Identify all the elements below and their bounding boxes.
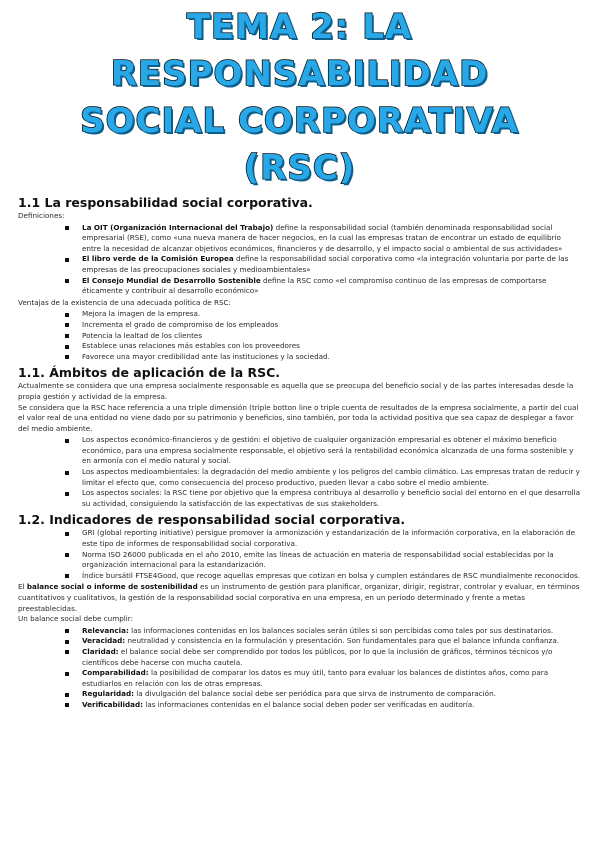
criterio-item [82,700,581,711]
list-item: Potencia la lealtad de los clientes [82,331,581,342]
list-item: Establece unas relaciones más estables con los proveedores [82,341,581,352]
definition-item [82,276,581,297]
criterio-text: neutralidad y consistencia en la formulación y presentación. Son fundamentales para que el balance infunda confianza. [125,636,560,646]
paragraph: Se considera que la RSC hace referencia a una triple dimensión (triple botton line o triple cuenta de resultados de la empresa socialmente, a partir del cual el valor real de una entidad no viene dado por su patrimonio y beneficios, sino también, por toda la actividad positiva que sea capaz de desplegar a favor del medio ambiente. [18,402,579,433]
balance-pre: El [18,582,27,592]
section-heading: 1.2. Indicadores de responsabilidad social corporativa. [18,512,406,528]
criterio-text: el balance social debe ser comprendido por todos los públicos, por lo que la inclusión de gráficos, términos técnicos y/o científicos debe hacerse con mucha cautela. [82,646,553,667]
definitions-intro: Definiciones: [18,211,65,220]
page-title [18,4,581,192]
criterio-item [82,636,581,647]
section-heading: 1.1 La responsabilidad social corporativa. [18,195,313,210]
criterios-list [18,626,581,711]
definition-text: define la responsabilidad social corporativa como «la integración voluntaria por parte de las empresas de las preocupaciones sociales y medioambientales» [82,254,569,274]
criterio-item [82,647,581,668]
criterio-text: las informaciones contenidas en el balance social deben poder ser verificadas en auditoría. [143,699,475,709]
criterio-item [82,668,581,689]
criterio-item [82,626,581,637]
title-line-1: TEMA 2: LA RESPONSABILIDAD [110,7,489,94]
definition-term: El Consejo Mundial de Desarrollo Sostenible [82,275,261,285]
criterio-term: Veracidad: [82,636,126,646]
cumplir-intro: Un balance social debe cumplir: [18,614,134,624]
definition-term: El libro verde de la Comisión Europea [82,254,234,264]
list-item: Los aspectos sociales: la RSC tiene por objetivo que la empresa contribuya al desarrollo y beneficio social del entorno en el que desarrolla su actividad, consiguiendo la satisfacción de las expectativas de sus stakeholders. [82,488,581,508]
definition-item [82,223,581,255]
ventajas-intro: Ventajas de la existencia de una adecuada política de RSC: [18,297,231,307]
ambitos-list [18,435,581,509]
section-ambitos [18,365,581,509]
definition-item [82,254,581,275]
list-item: Índice bursátil FTSE4Good, que recoge aquellas empresas que cotizan en bolsa y cumplen estándares de RSC mundialmente reconocidos. [82,570,581,580]
criterio-term: Regularidad: [82,689,135,699]
criterio-term: Relevancia: [82,625,129,635]
list-item: Los aspectos económico-financieros y de gestión: el objetivo de cualquier organización empresarial es obtener el máximo beneficio económico, para una empresa socialmente responsable, el objetivo será la rentabilidad económica alcanzada de una forma sostenible y en armonía con el medio natural y social. [82,435,581,467]
list-item: Los aspectos medioambientales: la degradación del medio ambiente y los peligros del cambio climático. Las empresas tratan de reducir y limitar el efecto que, como consecuencia del proceso productivo, pueden llevar a cabo sobre el medio ambiente. [82,467,580,487]
criterio-term: Claridad: [82,646,119,656]
list-item: Norma ISO 26000 publicada en el año 2010, emite las líneas de actuación en materia de responsabilidad social establecidas por la organización internacional para la estandarización. [82,550,581,571]
definition-term: La OIT (Organización Internacional del Trabajo) [82,222,274,232]
indicadores-list [18,528,581,581]
section-heading: 1.1. Ámbitos de aplicación de la RSC. [18,365,281,381]
definition-text: define la responsabilidad social (también denominada responsabilidad social empresarial (RSE), como «una nueva manera de hacer negocios, en la cual las empresas tratan de encontrar un estado de equilibrio entre la necesidad de alcanzar objetivos económicos, financieros y de desarrollo, y el impacto social o ambiental de sus actividades» [82,222,563,253]
title-line-2: SOCIAL CORPORATIVA (RSC) [80,101,519,188]
section-indicadores [18,512,581,710]
definition-text: define la RSC como «el compromiso continuo de las empresas de comportarse éticamente y contribuir al desarrollo económico» [82,275,547,296]
list-item: GRI (global reporting initiative) persigue promover la armonización y estandarización de la información corporativa, en la elaboración de este tipo de informes de responsabilidad social corporativa. [82,528,581,549]
balance-paragraph [18,582,581,614]
definitions-list [18,223,581,297]
criterio-text: las informaciones contenidas en los balances sociales serán útiles si son percibidas como tales por sus destinatarios. [128,625,554,635]
paragraph: Actualmente se considera que una empresa socialmente responsable es aquella que se preocupa del beneficio social y de las partes interesadas desde la propia gestión y actividad de la empresa. [18,381,574,401]
criterio-text: la divulgación del balance social debe ser periódica para que sirva de instrumento de comparación. [134,689,496,699]
criterio-text: la posibilidad de comparar los datos es muy útil, tanto para evaluar los balances de distintos años, como para estudiarlos en relación con los de otras empresas. [82,668,549,688]
section-rsc [18,195,581,362]
criterio-term: Comparabilidad: [82,668,149,678]
criterio-item [82,689,581,700]
list-item: Favorece una mayor credibilidad ante las instituciones y la sociedad. [82,352,581,363]
list-item: Incrementa el grado de compromiso de los empleados [82,320,581,331]
ventajas-list [18,309,581,362]
criterio-term: Verificabilidad: [82,699,144,709]
balance-term: balance social o informe de sostenibilidad [26,582,198,592]
list-item: Mejora la imagen de la empresa. [82,309,581,320]
balance-text: es un instrumento de gestión para planificar, organizar, dirigir, registrar, controlar y evaluar, en términos cuantitativos y cualitativos, la gestión de la responsabilidad social corporativa en una empresa, en un periodo determinado y frente a metas preestablecidas. [18,582,580,613]
